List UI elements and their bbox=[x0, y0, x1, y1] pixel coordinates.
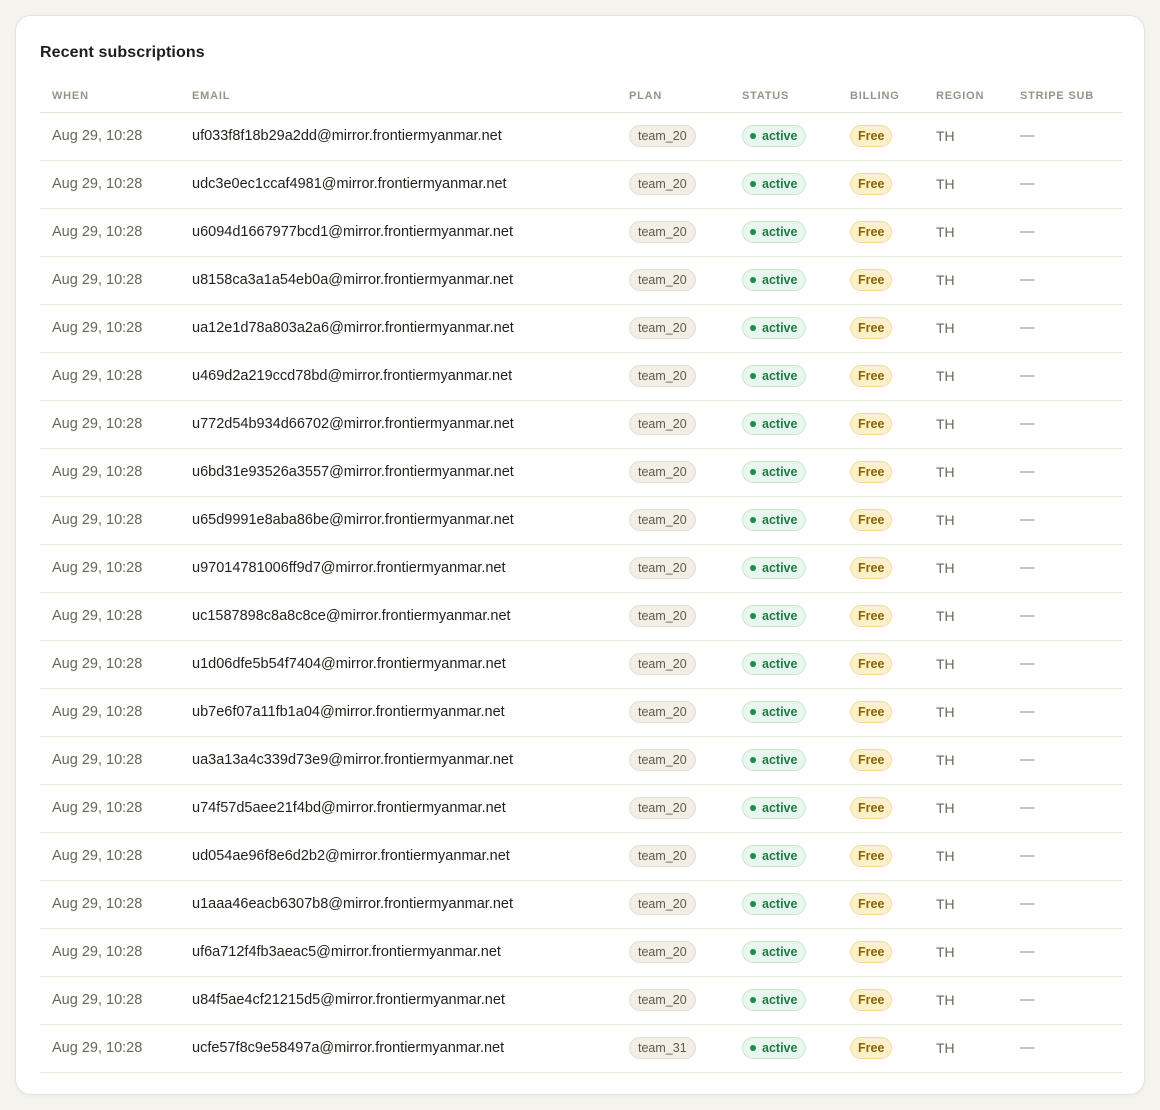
column-header-email: EMAIL bbox=[180, 80, 617, 112]
cell-region: TH bbox=[924, 784, 1008, 832]
plan-badge: team_20 bbox=[629, 317, 696, 339]
plan-badge: team_20 bbox=[629, 845, 696, 867]
cell-when: Aug 29, 10:28 bbox=[40, 496, 180, 544]
status-badge bbox=[742, 941, 806, 963]
column-header-region: REGION bbox=[924, 80, 1008, 112]
cell-status bbox=[730, 112, 838, 160]
cell-plan bbox=[617, 688, 730, 736]
status-label: active bbox=[762, 225, 798, 239]
cell-billing bbox=[838, 736, 924, 784]
cell-stripe-sub: — bbox=[1008, 544, 1122, 592]
status-badge bbox=[742, 989, 806, 1011]
cell-email: u1aaa46eacb6307b8@mirror.frontiermyanmar.net bbox=[180, 880, 617, 928]
cell-stripe-sub: — bbox=[1008, 1024, 1122, 1072]
cell-status bbox=[730, 688, 838, 736]
table-row[interactable] bbox=[40, 784, 1122, 832]
status-dot-icon bbox=[750, 805, 756, 811]
cell-plan bbox=[617, 400, 730, 448]
status-badge bbox=[742, 653, 806, 675]
cell-region: TH bbox=[924, 640, 1008, 688]
cell-email: u8158ca3a1a54eb0a@mirror.frontiermyanmar.net bbox=[180, 256, 617, 304]
cell-stripe-sub: — bbox=[1008, 688, 1122, 736]
cell-when: Aug 29, 10:28 bbox=[40, 880, 180, 928]
cell-plan bbox=[617, 496, 730, 544]
card-title: Recent subscriptions bbox=[40, 44, 205, 61]
billing-badge: Free bbox=[850, 941, 892, 963]
cell-email: u74f57d5aee21f4bd@mirror.frontiermyanmar.net bbox=[180, 784, 617, 832]
cell-email: u6094d1667977bcd1@mirror.frontiermyanmar.net bbox=[180, 208, 617, 256]
cell-email: u1d06dfe5b54f7404@mirror.frontiermyanmar.net bbox=[180, 640, 617, 688]
status-badge bbox=[742, 701, 806, 723]
status-badge bbox=[742, 269, 806, 291]
status-badge bbox=[742, 461, 806, 483]
status-dot-icon bbox=[750, 277, 756, 283]
status-badge bbox=[742, 509, 806, 531]
status-label: active bbox=[762, 177, 798, 191]
cell-email: u6bd31e93526a3557@mirror.frontiermyanmar.net bbox=[180, 448, 617, 496]
status-badge bbox=[742, 893, 806, 915]
cell-status bbox=[730, 400, 838, 448]
cell-region: TH bbox=[924, 496, 1008, 544]
table-row[interactable] bbox=[40, 256, 1122, 304]
cell-when: Aug 29, 10:28 bbox=[40, 928, 180, 976]
cell-stripe-sub: — bbox=[1008, 208, 1122, 256]
cell-billing bbox=[838, 208, 924, 256]
plan-badge: team_20 bbox=[629, 701, 696, 723]
billing-badge: Free bbox=[850, 125, 892, 147]
cell-region: TH bbox=[924, 160, 1008, 208]
table-row[interactable] bbox=[40, 304, 1122, 352]
cell-region: TH bbox=[924, 832, 1008, 880]
status-badge bbox=[742, 1037, 806, 1059]
billing-badge: Free bbox=[850, 269, 892, 291]
cell-status bbox=[730, 592, 838, 640]
status-badge bbox=[742, 317, 806, 339]
status-dot-icon bbox=[750, 373, 756, 379]
table-row[interactable] bbox=[40, 592, 1122, 640]
cell-status bbox=[730, 928, 838, 976]
status-label: active bbox=[762, 513, 798, 527]
table-row[interactable] bbox=[40, 832, 1122, 880]
status-label: active bbox=[762, 705, 798, 719]
cell-email: u65d9991e8aba86be@mirror.frontiermyanmar.net bbox=[180, 496, 617, 544]
cell-stripe-sub: — bbox=[1008, 400, 1122, 448]
billing-badge: Free bbox=[850, 221, 892, 243]
cell-when: Aug 29, 10:28 bbox=[40, 304, 180, 352]
status-label: active bbox=[762, 129, 798, 143]
cell-email: u469d2a219ccd78bd@mirror.frontiermyanmar.net bbox=[180, 352, 617, 400]
status-dot-icon bbox=[750, 325, 756, 331]
billing-badge: Free bbox=[850, 413, 892, 435]
status-badge bbox=[742, 365, 806, 387]
status-label: active bbox=[762, 369, 798, 383]
cell-billing bbox=[838, 448, 924, 496]
billing-badge: Free bbox=[850, 797, 892, 819]
plan-badge: team_20 bbox=[629, 173, 696, 195]
status-badge bbox=[742, 557, 806, 579]
plan-badge: team_20 bbox=[629, 797, 696, 819]
status-dot-icon bbox=[750, 709, 756, 715]
cell-plan bbox=[617, 1024, 730, 1072]
plan-badge: team_20 bbox=[629, 509, 696, 531]
cell-when: Aug 29, 10:28 bbox=[40, 592, 180, 640]
cell-region: TH bbox=[924, 304, 1008, 352]
table-body bbox=[40, 112, 1122, 1072]
plan-badge: team_20 bbox=[629, 653, 696, 675]
billing-badge: Free bbox=[850, 557, 892, 579]
cell-email: ub7e6f07a11fb1a04@mirror.frontiermyanmar.net bbox=[180, 688, 617, 736]
cell-status bbox=[730, 880, 838, 928]
status-label: active bbox=[762, 561, 798, 575]
cell-stripe-sub: — bbox=[1008, 448, 1122, 496]
cell-plan bbox=[617, 976, 730, 1024]
table-row[interactable] bbox=[40, 880, 1122, 928]
cell-plan bbox=[617, 448, 730, 496]
status-badge bbox=[742, 605, 806, 627]
table-row[interactable] bbox=[40, 928, 1122, 976]
cell-region: TH bbox=[924, 880, 1008, 928]
cell-when: Aug 29, 10:28 bbox=[40, 544, 180, 592]
cell-plan bbox=[617, 592, 730, 640]
cell-status bbox=[730, 256, 838, 304]
cell-status bbox=[730, 448, 838, 496]
cell-plan bbox=[617, 352, 730, 400]
table-row[interactable] bbox=[40, 544, 1122, 592]
table-row[interactable] bbox=[40, 736, 1122, 784]
cell-stripe-sub: — bbox=[1008, 880, 1122, 928]
cell-when: Aug 29, 10:28 bbox=[40, 112, 180, 160]
cell-status bbox=[730, 352, 838, 400]
cell-billing bbox=[838, 1024, 924, 1072]
cell-when: Aug 29, 10:28 bbox=[40, 784, 180, 832]
status-label: active bbox=[762, 321, 798, 335]
status-dot-icon bbox=[750, 661, 756, 667]
cell-stripe-sub: — bbox=[1008, 592, 1122, 640]
cell-region: TH bbox=[924, 736, 1008, 784]
column-header-billing: BILLING bbox=[838, 80, 924, 112]
table-row[interactable] bbox=[40, 640, 1122, 688]
cell-status bbox=[730, 208, 838, 256]
cell-when: Aug 29, 10:28 bbox=[40, 448, 180, 496]
status-dot-icon bbox=[750, 469, 756, 475]
cell-stripe-sub: — bbox=[1008, 160, 1122, 208]
status-badge bbox=[742, 221, 806, 243]
cell-plan bbox=[617, 112, 730, 160]
plan-badge: team_20 bbox=[629, 605, 696, 627]
cell-when: Aug 29, 10:28 bbox=[40, 256, 180, 304]
column-header-status: STATUS bbox=[730, 80, 838, 112]
cell-plan bbox=[617, 160, 730, 208]
table-row[interactable] bbox=[40, 160, 1122, 208]
status-dot-icon bbox=[750, 181, 756, 187]
billing-badge: Free bbox=[850, 701, 892, 723]
cell-when: Aug 29, 10:28 bbox=[40, 688, 180, 736]
status-badge bbox=[742, 125, 806, 147]
billing-badge: Free bbox=[850, 749, 892, 771]
cell-status bbox=[730, 784, 838, 832]
cell-email: uc1587898c8a8c8ce@mirror.frontiermyanmar.net bbox=[180, 592, 617, 640]
status-dot-icon bbox=[750, 517, 756, 523]
plan-badge: team_20 bbox=[629, 221, 696, 243]
cell-status bbox=[730, 976, 838, 1024]
cell-stripe-sub: — bbox=[1008, 784, 1122, 832]
column-header-when: WHEN bbox=[40, 80, 180, 112]
cell-region: TH bbox=[924, 544, 1008, 592]
cell-billing bbox=[838, 928, 924, 976]
billing-badge: Free bbox=[850, 509, 892, 531]
cell-region: TH bbox=[924, 256, 1008, 304]
cell-stripe-sub: — bbox=[1008, 352, 1122, 400]
billing-badge: Free bbox=[850, 317, 892, 339]
cell-plan bbox=[617, 784, 730, 832]
cell-plan bbox=[617, 256, 730, 304]
cell-region: TH bbox=[924, 208, 1008, 256]
status-label: active bbox=[762, 993, 798, 1007]
status-dot-icon bbox=[750, 565, 756, 571]
status-label: active bbox=[762, 465, 798, 479]
status-dot-icon bbox=[750, 421, 756, 427]
cell-billing bbox=[838, 400, 924, 448]
cell-stripe-sub: — bbox=[1008, 112, 1122, 160]
status-dot-icon bbox=[750, 853, 756, 859]
status-label: active bbox=[762, 801, 798, 815]
status-label: active bbox=[762, 273, 798, 287]
cell-email: ucfe57f8c9e58497a@mirror.frontiermyanmar.net bbox=[180, 1024, 617, 1072]
cell-plan bbox=[617, 304, 730, 352]
table-row[interactable] bbox=[40, 208, 1122, 256]
cell-plan bbox=[617, 544, 730, 592]
cell-region: TH bbox=[924, 976, 1008, 1024]
table-row[interactable] bbox=[40, 688, 1122, 736]
cell-when: Aug 29, 10:28 bbox=[40, 832, 180, 880]
table-row[interactable] bbox=[40, 496, 1122, 544]
cell-region: TH bbox=[924, 1024, 1008, 1072]
status-badge bbox=[742, 413, 806, 435]
cell-plan bbox=[617, 736, 730, 784]
plan-badge: team_31 bbox=[629, 1037, 696, 1059]
cell-stripe-sub: — bbox=[1008, 928, 1122, 976]
cell-stripe-sub: — bbox=[1008, 304, 1122, 352]
cell-stripe-sub: — bbox=[1008, 976, 1122, 1024]
billing-badge: Free bbox=[850, 845, 892, 867]
cell-billing bbox=[838, 640, 924, 688]
cell-region: TH bbox=[924, 928, 1008, 976]
cell-billing bbox=[838, 688, 924, 736]
cell-plan bbox=[617, 640, 730, 688]
status-label: active bbox=[762, 417, 798, 431]
table-row[interactable] bbox=[40, 352, 1122, 400]
status-badge bbox=[742, 749, 806, 771]
status-dot-icon bbox=[750, 229, 756, 235]
cell-status bbox=[730, 736, 838, 784]
cell-email: u772d54b934d66702@mirror.frontiermyanmar.net bbox=[180, 400, 617, 448]
cell-status bbox=[730, 1024, 838, 1072]
cell-region: TH bbox=[924, 592, 1008, 640]
recent-subscriptions-card bbox=[15, 15, 1145, 1095]
cell-email: udc3e0ec1ccaf4981@mirror.frontiermyanmar.net bbox=[180, 160, 617, 208]
cell-stripe-sub: — bbox=[1008, 256, 1122, 304]
cell-email: uf6a712f4fb3aeac5@mirror.frontiermyanmar.net bbox=[180, 928, 617, 976]
cell-stripe-sub: — bbox=[1008, 832, 1122, 880]
column-header-plan: PLAN bbox=[617, 80, 730, 112]
billing-badge: Free bbox=[850, 365, 892, 387]
cell-email: u84f5ae4cf21215d5@mirror.frontiermyanmar.net bbox=[180, 976, 617, 1024]
cell-region: TH bbox=[924, 400, 1008, 448]
cell-billing bbox=[838, 592, 924, 640]
plan-badge: team_20 bbox=[629, 557, 696, 579]
table-row[interactable] bbox=[40, 400, 1122, 448]
billing-badge: Free bbox=[850, 461, 892, 483]
status-dot-icon bbox=[750, 997, 756, 1003]
status-label: active bbox=[762, 945, 798, 959]
cell-plan bbox=[617, 208, 730, 256]
cell-plan bbox=[617, 880, 730, 928]
status-dot-icon bbox=[750, 949, 756, 955]
cell-region: TH bbox=[924, 352, 1008, 400]
cell-billing bbox=[838, 880, 924, 928]
plan-badge: team_20 bbox=[629, 125, 696, 147]
cell-region: TH bbox=[924, 112, 1008, 160]
status-dot-icon bbox=[750, 901, 756, 907]
cell-status bbox=[730, 496, 838, 544]
cell-stripe-sub: — bbox=[1008, 736, 1122, 784]
status-dot-icon bbox=[750, 1045, 756, 1051]
cell-email: ua3a13a4c339d73e9@mirror.frontiermyanmar.net bbox=[180, 736, 617, 784]
billing-badge: Free bbox=[850, 1037, 892, 1059]
plan-badge: team_20 bbox=[629, 749, 696, 771]
cell-when: Aug 29, 10:28 bbox=[40, 160, 180, 208]
cell-email: ud054ae96f8e6d2b2@mirror.frontiermyanmar.net bbox=[180, 832, 617, 880]
table-row[interactable] bbox=[40, 448, 1122, 496]
table-row[interactable] bbox=[40, 112, 1122, 160]
table-row[interactable] bbox=[40, 1024, 1122, 1072]
status-dot-icon bbox=[750, 613, 756, 619]
cell-billing bbox=[838, 160, 924, 208]
billing-badge: Free bbox=[850, 893, 892, 915]
cell-when: Aug 29, 10:28 bbox=[40, 1024, 180, 1072]
cell-billing bbox=[838, 544, 924, 592]
cell-stripe-sub: — bbox=[1008, 496, 1122, 544]
cell-when: Aug 29, 10:28 bbox=[40, 640, 180, 688]
status-badge bbox=[742, 173, 806, 195]
table-header-row bbox=[40, 80, 1122, 112]
table-row[interactable] bbox=[40, 976, 1122, 1024]
cell-billing bbox=[838, 832, 924, 880]
cell-stripe-sub: — bbox=[1008, 640, 1122, 688]
cell-billing bbox=[838, 112, 924, 160]
cell-billing bbox=[838, 496, 924, 544]
cell-when: Aug 29, 10:28 bbox=[40, 736, 180, 784]
plan-badge: team_20 bbox=[629, 893, 696, 915]
plan-badge: team_20 bbox=[629, 365, 696, 387]
plan-badge: team_20 bbox=[629, 413, 696, 435]
status-label: active bbox=[762, 753, 798, 767]
status-badge bbox=[742, 797, 806, 819]
status-badge bbox=[742, 845, 806, 867]
billing-badge: Free bbox=[850, 653, 892, 675]
cell-status bbox=[730, 832, 838, 880]
cell-billing bbox=[838, 352, 924, 400]
cell-billing bbox=[838, 256, 924, 304]
cell-status bbox=[730, 544, 838, 592]
cell-region: TH bbox=[924, 688, 1008, 736]
cell-status bbox=[730, 640, 838, 688]
column-header-stripe-sub: STRIPE SUB bbox=[1008, 80, 1122, 112]
cell-email: uf033f8f18b29a2dd@mirror.frontiermyanmar.net bbox=[180, 112, 617, 160]
billing-badge: Free bbox=[850, 989, 892, 1011]
cell-billing bbox=[838, 976, 924, 1024]
status-label: active bbox=[762, 609, 798, 623]
cell-region: TH bbox=[924, 448, 1008, 496]
billing-badge: Free bbox=[850, 605, 892, 627]
billing-badge: Free bbox=[850, 173, 892, 195]
plan-badge: team_20 bbox=[629, 941, 696, 963]
cell-status bbox=[730, 160, 838, 208]
status-dot-icon bbox=[750, 133, 756, 139]
cell-plan bbox=[617, 832, 730, 880]
subscriptions-table bbox=[40, 80, 1122, 1073]
status-label: active bbox=[762, 657, 798, 671]
status-label: active bbox=[762, 1041, 798, 1055]
cell-plan bbox=[617, 928, 730, 976]
cell-billing bbox=[838, 304, 924, 352]
cell-when: Aug 29, 10:28 bbox=[40, 400, 180, 448]
plan-badge: team_20 bbox=[629, 269, 696, 291]
status-label: active bbox=[762, 897, 798, 911]
cell-when: Aug 29, 10:28 bbox=[40, 976, 180, 1024]
status-label: active bbox=[762, 849, 798, 863]
cell-status bbox=[730, 304, 838, 352]
cell-email: ua12e1d78a803a2a6@mirror.frontiermyanmar.net bbox=[180, 304, 617, 352]
status-dot-icon bbox=[750, 757, 756, 763]
cell-when: Aug 29, 10:28 bbox=[40, 208, 180, 256]
plan-badge: team_20 bbox=[629, 989, 696, 1011]
cell-billing bbox=[838, 784, 924, 832]
cell-when: Aug 29, 10:28 bbox=[40, 352, 180, 400]
plan-badge: team_20 bbox=[629, 461, 696, 483]
cell-email: u97014781006ff9d7@mirror.frontiermyanmar.net bbox=[180, 544, 617, 592]
